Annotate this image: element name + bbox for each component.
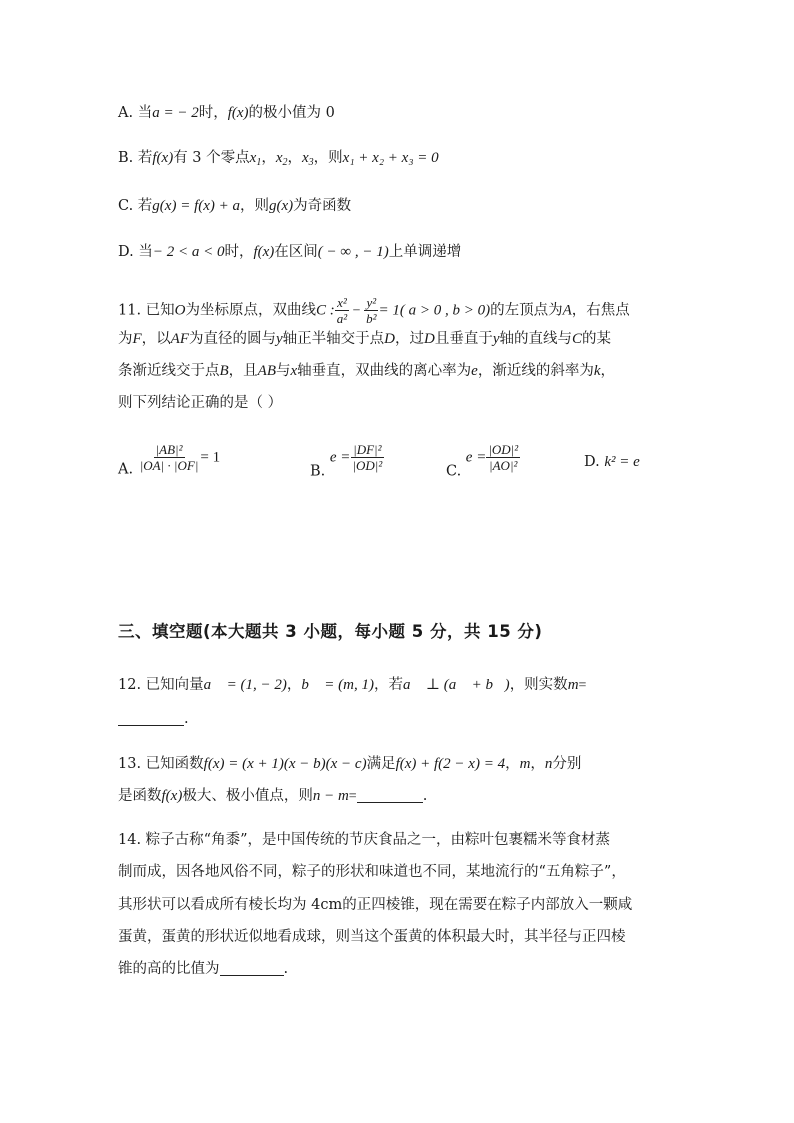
q11-option-a <box>118 442 220 478</box>
math-expr: f(x) <box>253 244 275 260</box>
math-expr: e = <box>465 449 487 466</box>
text: ，若 <box>373 677 403 693</box>
math-var: m <box>567 677 579 693</box>
math-expr: f(x) <box>227 105 249 121</box>
text: ，右焦点 <box>571 302 630 319</box>
text: = <box>348 789 357 804</box>
denominator: b² <box>366 311 377 326</box>
text: ， <box>505 756 520 772</box>
text: ，则实数 <box>509 677 568 693</box>
math-expr: a = − 2 <box>152 105 199 121</box>
denominator: |OD|² <box>352 458 383 473</box>
math-expr: e = <box>329 449 351 466</box>
q14-line-1: 14. 粽子古称“角黍”，是中国传统的节庆食品之一，由粽叶包裹糯米等食材蒸 <box>118 832 610 848</box>
math-expr: x <box>275 150 283 166</box>
text: 是函数 <box>118 788 162 804</box>
text: ， <box>286 677 302 693</box>
q11-line-3 <box>118 361 615 381</box>
q14-line-5 <box>118 959 288 979</box>
text: . <box>422 788 428 804</box>
math-var: n <box>544 756 553 772</box>
text: 为 <box>118 331 133 347</box>
text: 为坐标原点，双曲线 <box>185 302 317 319</box>
q11-option-b <box>310 442 384 480</box>
text: 轴垂直，双曲线的离心率为 <box>297 363 472 379</box>
math-var: y <box>492 331 500 347</box>
q11-line-2 <box>118 329 611 349</box>
q13-line-1 <box>118 754 581 774</box>
q14-line-3: 其形状可以看成所有棱长均为 4cm的正四棱锥，现在需要在粽子内部放入一颗咸 <box>118 897 633 913</box>
question-number: 11. 已知 <box>118 302 175 319</box>
math-var: B <box>219 363 229 379</box>
question-number: 13. 已知函数 <box>118 756 204 772</box>
text: ， <box>600 363 616 379</box>
text: 锥的高的比值为 <box>118 961 220 977</box>
math-expr: = 1 <box>200 449 221 466</box>
math-var: F <box>132 331 142 347</box>
math-expr: f(x) + f(2 − x) = 4 <box>395 756 506 772</box>
q10-option-d <box>118 242 461 262</box>
q14-line-2: 制而成，因各地风俗不同，粽子的形状和味道也不同，某地流行的“五角粽子”， <box>118 864 626 880</box>
answer-blank[interactable] <box>220 961 284 976</box>
q10-option-a <box>118 103 335 123</box>
denominator: |OA| · |OF| <box>139 458 199 473</box>
text: = <box>578 678 587 693</box>
denominator: |AO|² <box>489 458 518 473</box>
math-expr: f(x) = (x + 1)(x − b)(x − c) <box>203 756 367 772</box>
text: . <box>283 961 289 977</box>
text: 轴正半轴交于点 <box>282 331 385 347</box>
text: 则下列结论正确的是（ ） <box>118 395 283 411</box>
math-expr: a⃗ = (1, − 2) <box>203 677 287 693</box>
math-var: D <box>424 331 435 347</box>
math-var: D <box>384 331 396 347</box>
text: 的左顶点为 <box>490 302 563 319</box>
math-var: AF <box>170 331 189 347</box>
math-expr: x <box>302 150 309 166</box>
math-var: e <box>471 363 478 379</box>
text: ，渐近线的斜率为 <box>477 363 594 379</box>
subscript: 1 <box>256 157 262 168</box>
option-label: A. <box>118 461 134 478</box>
answer-blank[interactable] <box>357 788 423 803</box>
math-expr: f(x) <box>152 150 174 166</box>
text: 条渐近线交于点 <box>118 363 220 379</box>
math-var: k <box>593 363 601 379</box>
math-expr: a⃗ ⊥ (a⃗ + b⃗) <box>402 677 510 693</box>
math-expr: g(x) = f(x) + a <box>152 198 241 214</box>
text: 在区间 <box>274 244 318 260</box>
numerator: |DF|² <box>353 442 382 457</box>
fraction <box>138 442 201 473</box>
text: ，以 <box>141 331 171 347</box>
q11-line-1: 11. 已知O为坐标原点，双曲线C : $\frac{\text{x²}}{\text{a²}}$ − $\frac{\text{y²}}{\text{b²}}$ = 1( a > 0 , b > 0)的左顶点为A，右焦点 <box>118 295 630 326</box>
math-var: x <box>290 363 298 379</box>
subscript: 2 <box>282 157 288 168</box>
math-expr: g(x) <box>269 198 294 214</box>
text: 有 3 个零点 <box>173 150 250 166</box>
subscript: 3 <box>308 157 314 168</box>
math-var: AB <box>257 363 276 379</box>
math-expr: x₁ + x₂ + x₃ = 0 <box>342 150 439 166</box>
math-expr: x <box>249 150 257 166</box>
math-expr: n − m <box>312 788 349 804</box>
answer-blank[interactable] <box>118 711 184 726</box>
math-var: m <box>519 756 531 772</box>
math-expr: = 1( a > 0 , b > 0) <box>378 302 491 319</box>
numerator: |AB|² <box>155 442 183 457</box>
denominator: a² <box>336 311 348 326</box>
text: 与 <box>276 363 291 379</box>
math-expr: − 2 < a < 0 <box>152 244 225 260</box>
option-label: D. 当 <box>118 244 153 260</box>
fraction <box>350 442 384 473</box>
math-expr: k² = e <box>604 454 640 470</box>
text: 时， <box>198 105 228 121</box>
text: ，则 <box>313 150 343 166</box>
text: 为直径的圆与 <box>189 331 276 347</box>
text: ，则 <box>240 198 270 214</box>
text: . <box>184 711 189 727</box>
q11-option-d <box>584 454 640 471</box>
option-label: D. <box>584 454 600 470</box>
option-label: C. <box>446 463 462 480</box>
q12-line-2 <box>118 709 189 729</box>
text: ， <box>530 756 545 772</box>
fraction <box>335 295 349 326</box>
text: 为奇函数 <box>293 198 352 214</box>
option-label: C. 若 <box>118 198 153 214</box>
math-var: y <box>276 331 283 347</box>
q11-option-c <box>446 442 520 480</box>
text: 上单调递增 <box>388 244 462 260</box>
math-expr: b⃗ = (m, 1) <box>301 677 374 693</box>
math-var: O <box>174 302 186 319</box>
numerator: |OD|² <box>488 442 519 457</box>
fraction <box>364 295 378 326</box>
text: 分别 <box>552 756 582 772</box>
text: 轴的直线与 <box>499 331 573 347</box>
math-var: A <box>562 302 572 319</box>
text: 且垂直于 <box>434 331 493 347</box>
q13-line-2 <box>118 786 427 807</box>
section-heading: 三、填空题(本大题共 3 小题，每小题 5 分，共 15 分) <box>118 622 543 641</box>
q12-line-1 <box>118 675 586 696</box>
q14-line-4: 蛋黄，蛋黄的形状近似地看成球，则当这个蛋黄的体积最大时，其半径与正四棱 <box>118 929 626 945</box>
math-expr: C : <box>316 302 335 319</box>
q11-line-4 <box>118 393 282 413</box>
question-number: 12. 已知向量 <box>118 677 204 693</box>
numerator: y² <box>366 295 377 310</box>
math-expr: ( − ∞ , − 1) <box>317 244 389 260</box>
option-label: B. 若 <box>118 150 153 166</box>
q10-option-b <box>118 148 439 173</box>
option-label: B. <box>310 463 326 480</box>
q10-option-c <box>118 196 351 216</box>
text: 时， <box>224 244 254 260</box>
text: 的极小值为 0 <box>248 105 335 121</box>
text: ， <box>261 150 276 166</box>
text: ，且 <box>228 363 258 379</box>
math-var: C <box>572 331 583 347</box>
math-expr: f(x) <box>161 788 183 804</box>
fraction <box>486 442 520 473</box>
text: ， <box>287 150 302 166</box>
text: 的某 <box>582 331 612 347</box>
numerator: x² <box>337 295 347 310</box>
option-label: A. 当 <box>118 105 153 121</box>
text: 极大、极小值点，则 <box>182 788 313 804</box>
text: ，过 <box>395 331 425 347</box>
text: 满足 <box>366 756 396 772</box>
